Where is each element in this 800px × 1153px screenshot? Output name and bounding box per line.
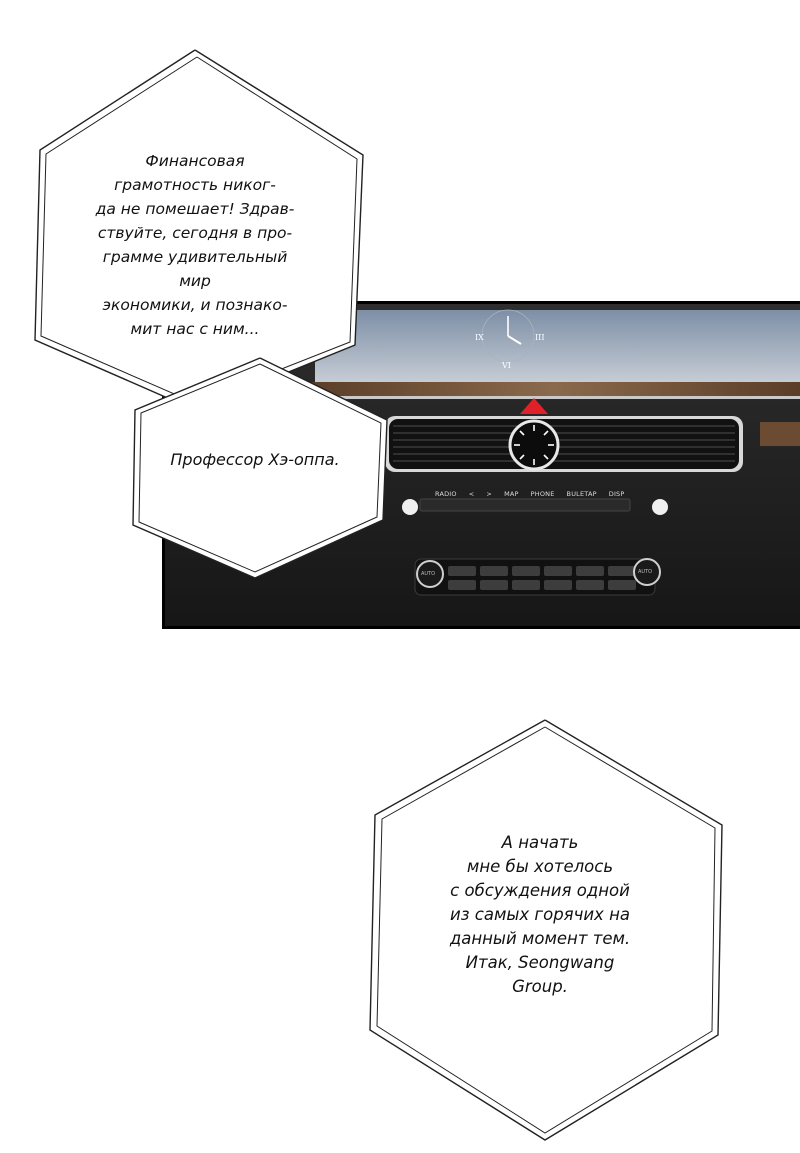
- radio-btn-map: MAP: [504, 490, 519, 498]
- radio-btn-next: >: [486, 490, 493, 498]
- ac-left-label: AUTO: [421, 571, 436, 577]
- radio-btn-phone: PHONE: [530, 490, 555, 498]
- radio-button-row: [435, 490, 625, 498]
- clock-numeral-iii: III: [535, 333, 545, 342]
- bubble-1-text: Финансовая грамотность никог- да не помешает! Здрав- ствуйте, сегодня в про- грамме удивительный мир экономики, и познако- мит нас с ним...: [95, 152, 295, 338]
- radio-btn-radio: RADIO: [435, 490, 457, 498]
- radio-btn-disp: DISP: [608, 490, 625, 498]
- radio-btn-buletap: BULETAP: [566, 490, 597, 498]
- speech-bubble-2: [115, 350, 395, 585]
- bubble-2-text: Профессор Хэ-оппа.: [170, 450, 340, 469]
- speech-bubble-3: [360, 715, 730, 1145]
- radio-btn-prev: <: [468, 490, 475, 498]
- clock-numeral-ix: IX: [475, 333, 484, 342]
- ac-right-label: AUTO: [638, 569, 653, 575]
- clock-numeral-vi: VI: [502, 361, 511, 370]
- bubble-3-text: А начать мне бы хотелось с обсуждения одной из самых горячих на данный момент тем. Итак, Seongwang Group.: [449, 833, 631, 996]
